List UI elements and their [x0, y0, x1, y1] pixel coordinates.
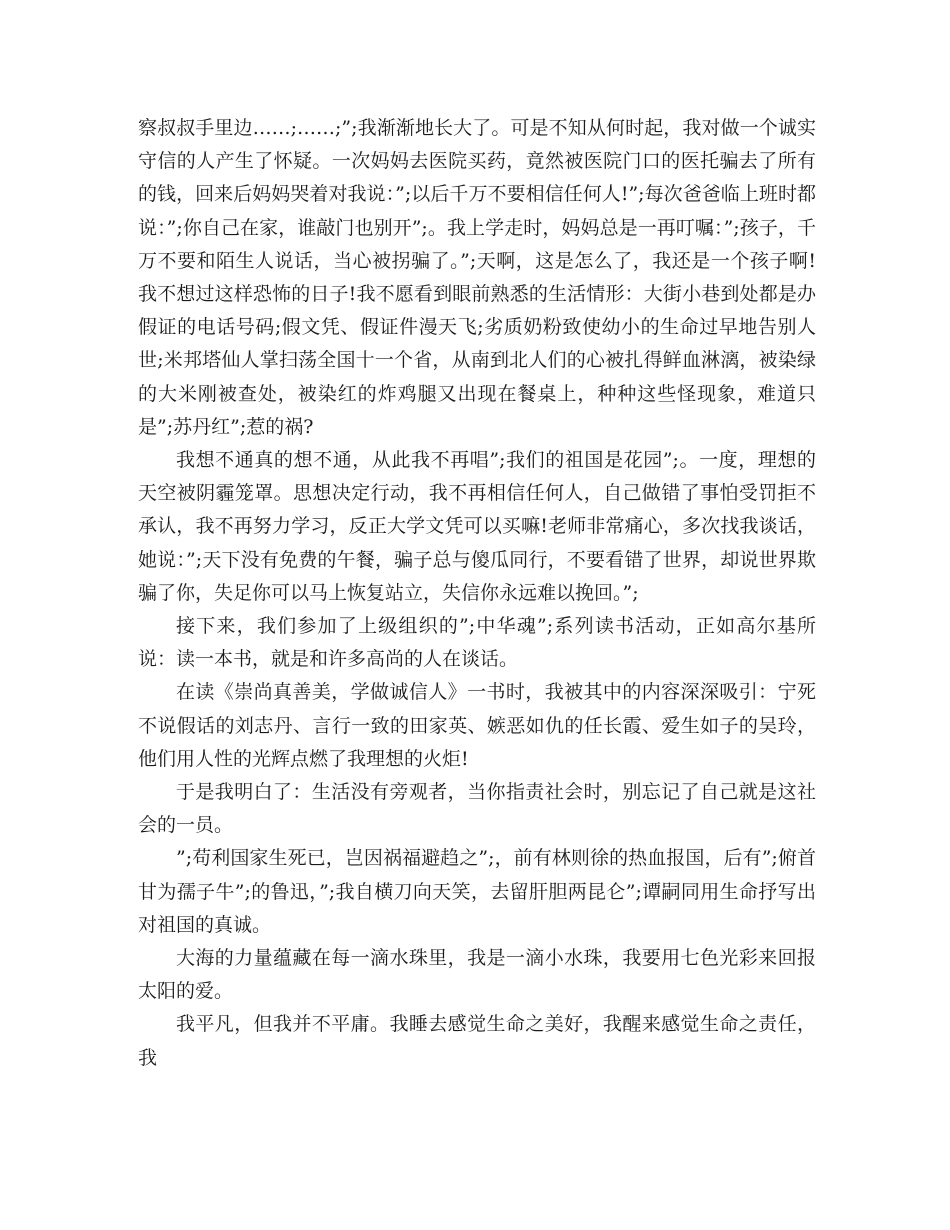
paragraph-5: 于是我明白了：生活没有旁观者，当你指责社会时，别忘记了自己就是这社会的一员。: [138, 781, 816, 837]
paragraph-1: 察叔叔手里边……;……;”;我渐渐地长大了。可是不知从何时起，我对做一个诚实守信的人产生了怀疑。一次妈妈去医院买药，竟然被医院门口的医托骗去了所有的钱，回来后妈妈哭着对我说：”;以后千万不要相信任何人!”;每次爸爸临上班时都说：”;你自己在家，谁敲门也别开”;。我上学走时，妈妈总是一再叮嘱：”;孩子，千万不要和陌生人说话，当心被拐骗了。”;天啊，这是怎么了，我还是一个孩子啊!我不想过这样恐怖的日子!我不愿看到眼前熟悉的生活情形：大街小巷到处都是办假证的电话号码;假文凭、假证件漫天飞;劣质奶粉致使幼小的生命过早地告别人世;米邦塔仙人掌扫荡全国十一个省，从南到北人们的心被扎得鲜血淋漓，被染绿的大米刚被查处，被染红的炸鸡腿又出现在餐桌上，种种这些怪现象，难道只是”;苏丹红”;惹的祸?: [138, 117, 816, 438]
paragraph-3: 接下来，我们参加了上级组织的”;中华魂”;系列读书活动，正如高尔基所说：读一本书，就是和许多高尚的人在谈话。: [138, 615, 816, 671]
paragraph-8: 我平凡，但我并不平庸。我睡去感觉生命之美好，我醒来感觉生命之责任，我: [138, 1013, 816, 1069]
paragraph-7: 大海的力量蕴藏在每一滴水珠里，我是一滴小水珠，我要用七色光彩来回报太阳的爱。: [138, 947, 816, 1003]
document-body: [138, 112, 816, 1075]
paragraph-2: 我想不通真的想不通，从此我不再唱”;我们的祖国是花园”;。一度，理想的天空被阴霾笼罩。思想决定行动，我不再相信任何人，自己做错了事怕受罚拒不承认，我不再努力学习，反正大学文凭可以买嘛!老师非常痛心，多次找我谈话，她说：”;天下没有免费的午餐，骗子总与傻瓜同行，不要看错了世界，却说世界欺骗了你，失足你可以马上恢复站立，失信你永远难以挽回。”;: [138, 449, 816, 604]
paragraph-4: 在读《崇尚真善美，学做诚信人》一书时，我被其中的内容深深吸引：宁死不说假话的刘志丹、言行一致的田家英、嫉恶如仇的任长霞、爱生如子的吴玲，他们用人性的光辉点燃了我理想的火炬!: [138, 681, 816, 770]
paragraph-6: ”;苟利国家生死已，岂因祸福避趋之”;，前有林则徐的热血报国，后有”;俯首甘为孺子牛”;的鲁迅，”;我自横刀向天笑，去留肝胆两昆仑”;谭嗣同用生命抒写出对祖国的真诚。: [138, 847, 816, 936]
